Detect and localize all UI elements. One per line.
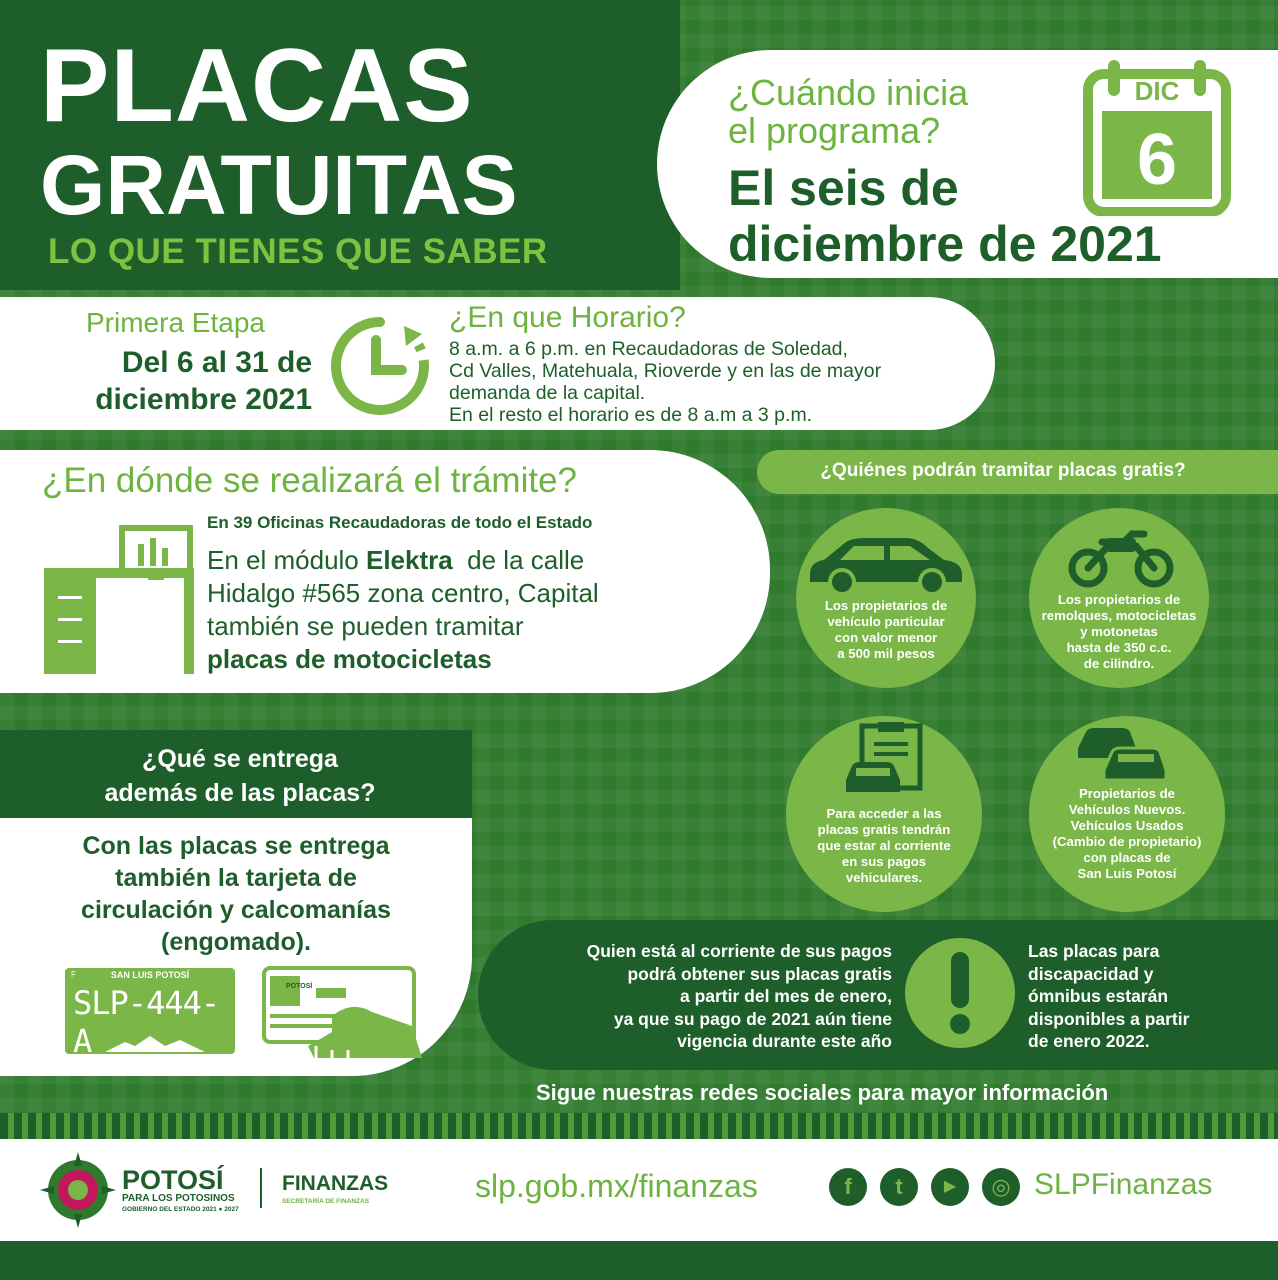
delivery-line2: también la tarjeta de <box>115 864 357 892</box>
calendar-month: DIC <box>1134 76 1180 106</box>
clock-icon <box>326 312 434 420</box>
notice-right-text <box>1028 940 1268 1053</box>
where-line3: también se pueden tramitar <box>207 611 524 641</box>
notice-right-line: ómnibus estarán <box>1028 986 1169 1006</box>
website-link[interactable]: slp.gob.mx/finanzas <box>475 1168 758 1204</box>
stage-dates <box>44 344 312 418</box>
who-newused-line: Vehículos Nuevos. <box>1068 802 1186 817</box>
brand-name: POTOSÍ <box>122 1165 224 1195</box>
who-motorcycle-text <box>1014 592 1224 672</box>
delivery-text <box>30 830 442 958</box>
delivery-line1: Con las placas se entrega <box>82 832 390 860</box>
who-car-line: a 500 mil pesos <box>837 646 935 661</box>
footer-divider <box>260 1168 262 1208</box>
brand-sub: PARA LOS POTOSINOS <box>122 1193 235 1204</box>
facebook-icon[interactable]: f <box>829 1168 867 1206</box>
schedule-line2: Cd Valles, Matehuala, Rioverde y en las de mayor <box>449 360 882 382</box>
schedule-line1: 8 a.m. a 6 p.m. en Recaudadoras de Soledad, <box>449 338 848 360</box>
notice-left-line: ya que su pago de 2021 aún tiene <box>613 1008 892 1029</box>
card-brand: POTOSÍ <box>286 983 313 990</box>
start-answer-line2: diciembre de 2021 <box>728 216 1162 272</box>
who-car-line: con valor menor <box>834 630 938 645</box>
who-moto-line: remolques, motocicletas <box>1041 608 1197 623</box>
schedule-line3: demanda de la capital. <box>449 382 646 404</box>
decorative-strip <box>0 1113 1278 1139</box>
twitter-icon[interactable]: t <box>880 1168 918 1206</box>
clipboard-car-icon <box>842 720 928 796</box>
who-newused-line: (Cambio de propietario) <box>1052 834 1202 849</box>
stage-date-line1: Del 6 al 31 de <box>121 346 312 379</box>
schedule-question: ¿En que Horario? <box>449 301 686 334</box>
subtitle: LO QUE TIENES QUE SABER <box>48 232 548 271</box>
notice-right-line: discapacidad y <box>1028 963 1154 984</box>
plate-letter: F <box>71 970 76 979</box>
department-name: FINANZAS <box>282 1172 389 1195</box>
social-handle[interactable]: SLPFinanzas <box>1034 1168 1213 1201</box>
stage-date-line2: diciembre 2021 <box>95 383 312 416</box>
delivery-line3: circulación y calcomanías <box>81 896 391 924</box>
bottom-bar <box>0 1241 1278 1280</box>
where-line1-elektra: Elektra <box>365 545 453 575</box>
who-car-text <box>796 598 976 662</box>
who-question: ¿Quiénes podrán tramitar placas gratis? <box>820 460 1186 481</box>
plate-state: SAN LUIS POTOSÍ <box>110 970 190 980</box>
instagram-icon[interactable]: ◎ <box>982 1168 1020 1206</box>
card-in-hand-icon <box>262 966 422 1061</box>
who-pay-line: placas gratis tendrán <box>817 822 951 837</box>
calendar-day: 6 <box>1136 120 1178 200</box>
potosi-logo-icon <box>40 1152 116 1228</box>
where-offices: En 39 Oficinas Recaudadoras de todo el Estado <box>207 513 593 532</box>
desk-computer-icon <box>40 520 200 680</box>
schedule-text <box>449 338 989 426</box>
where-question: ¿En dónde se realizará el trámite? <box>42 461 577 500</box>
motorcycle-icon <box>1066 528 1176 588</box>
delivery-question-line1: ¿Qué se entrega <box>142 745 338 773</box>
notice-left-line: Quien está al corriente de sus pagos <box>586 941 892 961</box>
notice-left-line: a partir del mes de enero, <box>679 986 892 1006</box>
youtube-icon[interactable]: ▶ <box>931 1168 969 1206</box>
who-car-line: Los propietarios de <box>824 598 948 613</box>
department-sub: SECRETARÍA DE FINANZAS <box>282 1198 370 1205</box>
start-question-line2: el programa? <box>728 110 941 151</box>
title-line2: GRATUITAS <box>40 138 518 232</box>
two-cars-icon <box>1074 718 1170 782</box>
follow-text: Sigue nuestras redes sociales para mayor información <box>536 1080 1109 1105</box>
where-line4: placas de motocicletas <box>207 644 492 674</box>
schedule-line4: En el resto el horario es de 8 a.m a 3 p.m. <box>449 404 813 426</box>
who-pay-line: en sus pagos <box>841 854 927 869</box>
who-pay-line: que estar al corriente <box>817 838 951 853</box>
notice-right-line: disponibles a partir <box>1028 1008 1190 1029</box>
who-moto-line: de cilindro. <box>1083 656 1155 671</box>
delivery-question <box>40 742 440 810</box>
where-line1 <box>207 544 599 577</box>
delivery-line4: (engomado). <box>161 928 311 956</box>
who-newused-line: San Luis Potosí <box>1077 866 1177 881</box>
notice-left-text <box>500 940 892 1053</box>
car-icon <box>806 534 966 594</box>
license-plate-illustration <box>65 968 235 1060</box>
where-line2: Hidalgo #565 zona centro, Capital <box>207 578 599 608</box>
government-text: GOBIERNO DEL ESTADO 2021 ● 2027 <box>122 1206 239 1213</box>
delivery-question-line2: además de las placas? <box>104 779 376 807</box>
who-newused-line: Propietarios de <box>1078 786 1175 801</box>
who-pay-line: vehiculares. <box>845 870 923 885</box>
who-pay-line: Para acceder a las <box>826 806 942 821</box>
start-question <box>728 74 968 150</box>
notice-right-line: Las placas para <box>1028 941 1160 961</box>
who-moto-line: y motonetas <box>1080 624 1158 639</box>
who-new-used-text <box>1022 786 1232 882</box>
notice-left-line: podrá obtener sus placas gratis <box>627 963 892 984</box>
title-line1: PLACAS <box>40 28 474 144</box>
who-newused-line: con placas de <box>1083 850 1171 865</box>
notice-right-line: de enero 2022. <box>1028 1031 1150 1051</box>
where-text <box>207 544 599 676</box>
start-question-line1: ¿Cuándo inicia <box>728 72 969 113</box>
notice-left-line: vigencia durante este año <box>677 1031 892 1051</box>
stage-title: Primera Etapa <box>86 307 265 338</box>
where-line1-c: de la calle <box>452 545 585 575</box>
where-line1-a: En el módulo <box>207 545 366 575</box>
plate-mountain-icon <box>105 1032 205 1052</box>
who-moto-line: hasta de 350 c.c. <box>1066 640 1172 655</box>
who-car-line: vehículo particular <box>827 614 945 629</box>
who-moto-line: Los propietarios de <box>1057 592 1181 607</box>
start-answer-line1: El seis de <box>728 160 959 216</box>
who-payments-text <box>786 806 982 886</box>
who-newused-line: Vehículos Usados <box>1070 818 1184 833</box>
calendar-icon <box>1082 56 1232 216</box>
plate-number: SLP-444-A <box>73 984 220 1060</box>
exclamation-icon <box>905 938 1015 1048</box>
